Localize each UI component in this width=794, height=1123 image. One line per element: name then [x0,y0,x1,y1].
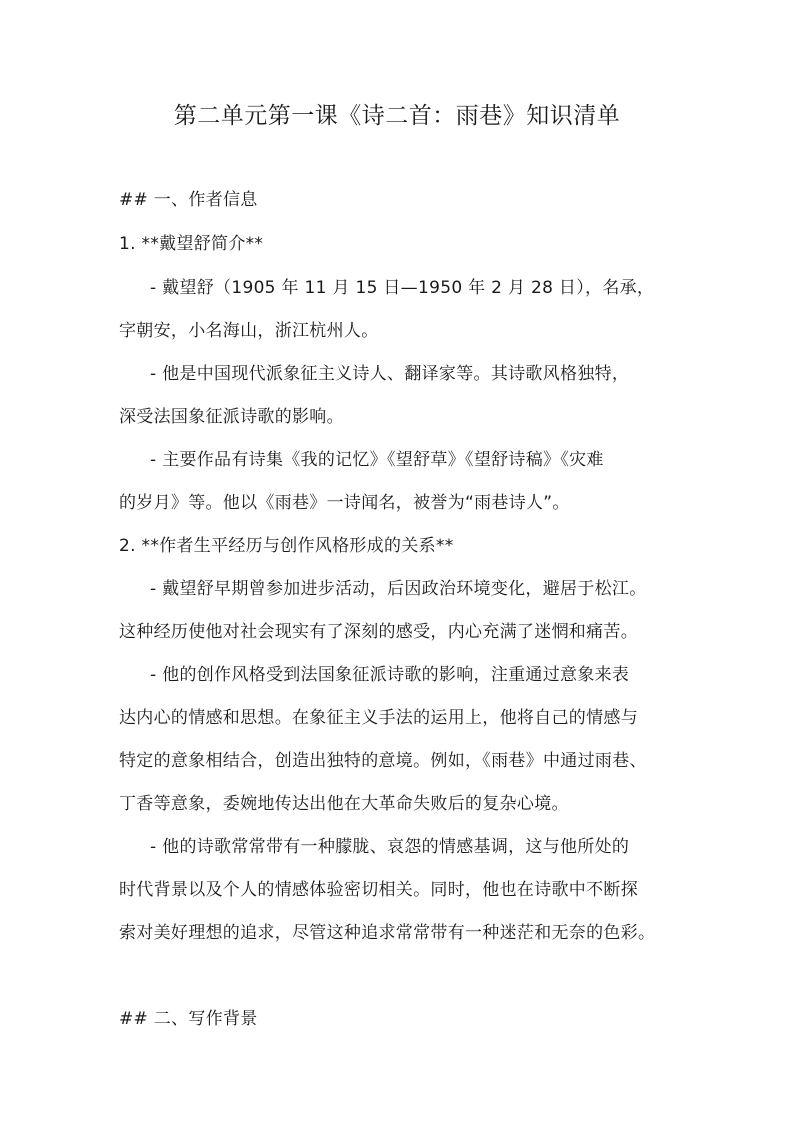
paragraph-line: - 戴望舒早期曾参加进步活动，后因政治环境变化，避居于松江。 [150,579,647,599]
paragraph-line: 索对美好理想的追求，尽管这种追求常常带有一种迷茫和无奈的色彩。 [119,923,656,943]
document-title: 第二单元第一课《诗二首：雨巷》知识清单 [173,103,621,129]
paragraph-line: 字朝安，小名海山，浙江杭州人。 [119,321,379,341]
paragraph-line: - 他是中国现代派象征主义诗人、翻译家等。其诗歌风格独特， [150,364,630,384]
paragraph-line: 特定的意象相结合，创造出独特的意境。例如，《雨巷》中通过雨巷、 [119,751,647,771]
paragraph-line: - 主要作品有诗集《我的记忆》《望舒草》《望舒诗稿》《灾难 [150,450,604,470]
section-heading-author-info: ## 一、作者信息 [119,190,258,210]
paragraph-line: 这种经历使他对社会现实有了深刻的感受，内心充满了迷惘和痛苦。 [119,622,638,642]
paragraph-line: - 他的诗歌常常带有一种朦胧、哀怨的情感基调，这与他所处的 [150,837,630,857]
paragraph-line: - 戴望舒（1905 年 11 月 15 日—1950 年 2 月 28 日），名承， [150,278,655,298]
subheading-life-and-style: 2. **作者生平经历与创作风格形成的关系** [119,536,454,556]
section-heading-writing-background: ## 二、写作背景 [119,1009,258,1029]
paragraph-line: 时代背景以及个人的情感体验密切相关。同时，他也在诗歌中不断探 [119,880,638,900]
paragraph-line: 的岁月》等。他以《雨巷》一诗闻名，被誉为“雨巷诗人”。 [119,493,570,513]
paragraph-line: 丁香等意象，委婉地传达出他在大革命失败后的复杂心境。 [119,794,569,814]
paragraph-line: - 他的创作风格受到法国象征派诗歌的影响，注重通过意象来表 [150,665,630,685]
subheading-author-intro: 1. **戴望舒简介** [119,234,264,254]
paragraph-line: 达内心的情感和思想。在象征主义手法的运用上，他将自己的情感与 [119,708,638,728]
paragraph-line: 深受法国象征派诗歌的影响。 [119,407,344,427]
